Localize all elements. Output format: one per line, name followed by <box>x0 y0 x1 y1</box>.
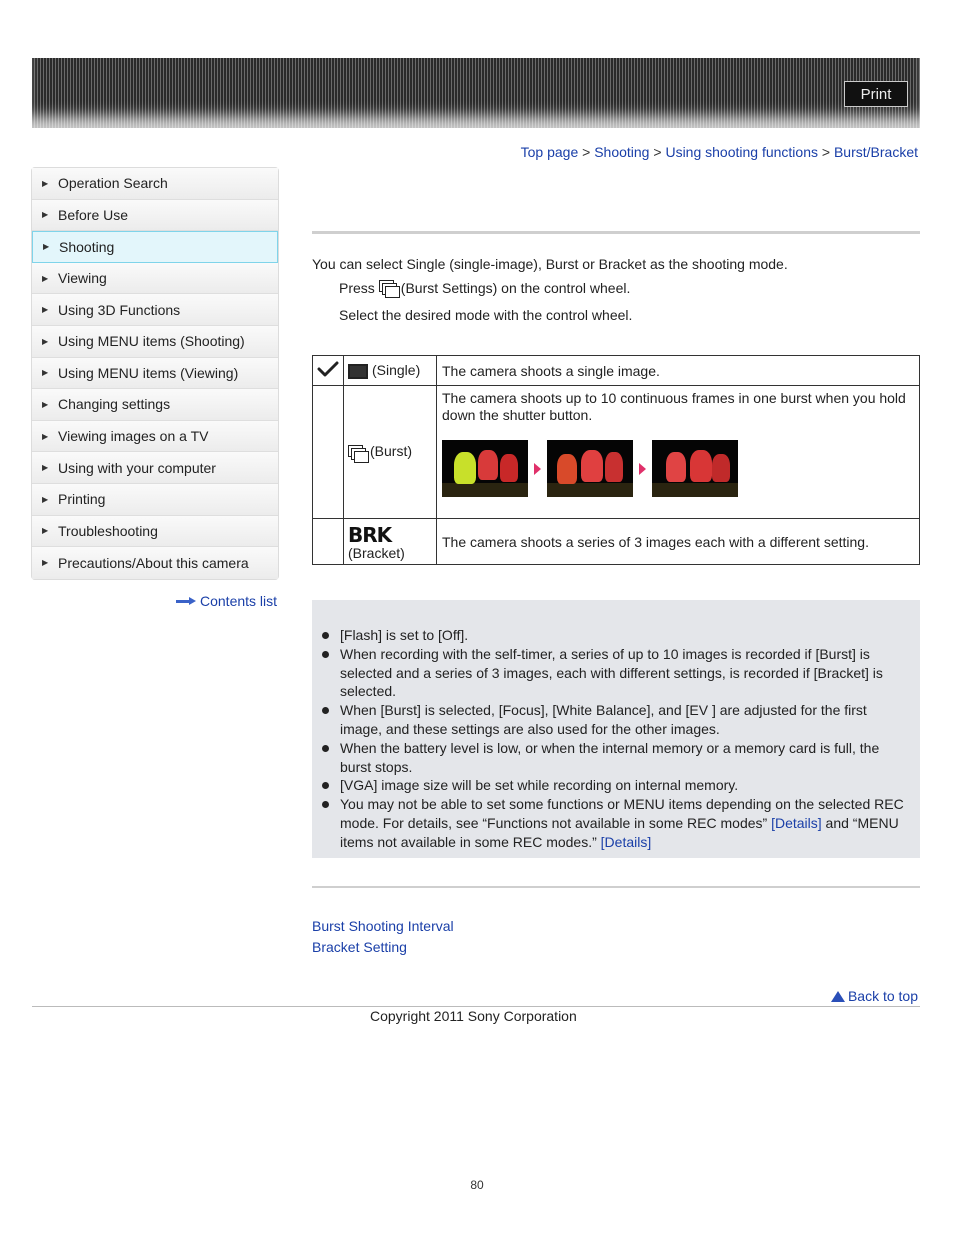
sidebar-item-label: Viewing <box>58 270 107 287</box>
arrow-right-icon: ▶ <box>42 526 49 536</box>
sidebar-item-troubleshooting[interactable] <box>32 516 278 548</box>
burst-frame-image <box>547 440 633 497</box>
mode-label: (Bracket) <box>348 544 405 561</box>
sidebar-item-label: Operation Search <box>58 175 168 192</box>
sidebar-item-label: Using 3D Functions <box>58 301 181 318</box>
arrow-right-icon: ▶ <box>43 242 50 252</box>
related-link-bracket-setting[interactable]: Bracket Setting <box>312 939 407 955</box>
divider <box>312 886 920 888</box>
sidebar-item-label: Precautions/About this camera <box>58 554 249 571</box>
sidebar-item-printing[interactable] <box>32 484 278 516</box>
step-2-text: Select the desired mode with the control wheel. <box>339 307 633 323</box>
arrow-right-icon: ▶ <box>42 494 49 504</box>
mode-cell <box>344 519 437 565</box>
burst-icon <box>348 445 368 461</box>
arrow-right-icon: ▶ <box>42 273 49 283</box>
bracket-icon: BRK <box>348 522 392 547</box>
arrow-right-icon <box>639 463 646 475</box>
arrow-up-icon <box>831 991 845 1002</box>
burst-example-images <box>442 440 913 497</box>
sidebar-item-shooting[interactable] <box>32 231 278 263</box>
sidebar-item-label: Shooting <box>59 238 115 255</box>
list-item: [VGA] image size will be set while recording on internal memory. <box>322 776 912 795</box>
arrow-right-icon: ▶ <box>42 210 49 220</box>
list-item: When [Burst] is selected, [Focus], [White Balance], and [EV ] are adjusted for the first image, and these settings are also used for the other images. <box>322 701 912 739</box>
arrow-right-icon: ▶ <box>42 368 49 378</box>
step-1-text: (Burst Settings) on the control wheel. <box>400 280 631 296</box>
arrow-right-icon: ▶ <box>42 558 49 568</box>
sidebar-item-label: Before Use <box>58 206 129 223</box>
arrow-right-icon: ▶ <box>42 336 49 346</box>
table-row <box>313 519 920 565</box>
sidebar-item-label: Using MENU items (Shooting) <box>58 333 245 350</box>
back-to-top-link[interactable] <box>831 988 918 1004</box>
sidebar-item-menu-shooting[interactable] <box>32 326 278 358</box>
mode-description: The camera shoots a single image. <box>437 356 920 386</box>
sidebar-item-tv[interactable] <box>32 421 278 453</box>
arrow-right-icon: ▶ <box>42 305 49 315</box>
table-row <box>313 356 920 386</box>
sidebar-item-menu-viewing[interactable] <box>32 358 278 390</box>
table-row <box>313 386 920 519</box>
burst-frame-image <box>442 440 528 497</box>
mode-cell <box>344 386 437 519</box>
mode-label: (Burst) <box>370 443 412 460</box>
sidebar-item-label: Changing settings <box>58 396 171 413</box>
related-link-burst-interval[interactable]: Burst Shooting Interval <box>312 918 454 934</box>
breadcrumb-burst-bracket[interactable]: Burst/Bracket <box>833 144 918 160</box>
breadcrumb-separator: > <box>649 144 666 160</box>
sidebar-item-label: Viewing images on a TV <box>58 428 209 445</box>
contents-list-label[interactable]: Contents list <box>200 593 278 609</box>
sidebar-item-label: Troubleshooting <box>58 522 158 539</box>
sidebar-item-3d-functions[interactable] <box>32 294 278 326</box>
page-number: 80 <box>470 1178 484 1192</box>
mode-description-cell <box>437 386 920 519</box>
sidebar-item-changing-settings[interactable] <box>32 389 278 421</box>
step-1-text: Press <box>339 280 375 296</box>
notes-list <box>322 626 912 852</box>
breadcrumb-separator: > <box>818 144 834 160</box>
print-button[interactable]: Print <box>844 81 908 107</box>
single-shot-icon <box>348 364 368 379</box>
arrow-right-icon: ▶ <box>42 463 49 473</box>
back-to-top-label[interactable]: Back to top <box>847 988 918 1004</box>
notes-box <box>312 600 920 858</box>
divider <box>312 231 920 234</box>
burst-frame-image <box>652 440 738 497</box>
mode-cell <box>344 356 437 386</box>
sidebar-nav <box>31 167 279 580</box>
mode-label: (Single) <box>372 362 421 379</box>
checkmark-icon <box>317 361 339 377</box>
list-item <box>322 795 912 851</box>
breadcrumb-top-page[interactable]: Top page <box>520 144 579 160</box>
arrow-right-icon <box>534 463 541 475</box>
sidebar-item-computer[interactable] <box>32 452 278 484</box>
copyright: Copyright 2011 Sony Corporation <box>370 1008 577 1024</box>
page-header-banner <box>32 58 920 128</box>
sidebar-item-label: Using MENU items (Viewing) <box>58 364 239 381</box>
breadcrumb <box>521 144 918 160</box>
arrow-right-icon: ▶ <box>42 178 49 188</box>
breadcrumb-separator: > <box>578 144 595 160</box>
sidebar-item-viewing[interactable] <box>32 263 278 295</box>
list-item: When the battery level is low, or when the internal memory or a memory card is full, the burst stops. <box>322 739 912 777</box>
breadcrumb-using-shooting-functions[interactable]: Using shooting functions <box>665 144 818 160</box>
contents-list-link[interactable] <box>176 593 277 609</box>
arrow-right-icon: ▶ <box>42 399 49 409</box>
arrow-right-icon <box>176 597 196 605</box>
details-link[interactable]: [Details] <box>771 814 822 831</box>
note-text: You may not be able to set some functions or MENU items depending on the selected REC mode. For details, see “Functions not available in some REC modes” <box>340 796 904 831</box>
sidebar-item-label: Printing <box>58 491 106 508</box>
intro-text: You can select Single (single-image), Burst or Bracket as the shooting mode. <box>312 256 788 272</box>
breadcrumb-shooting[interactable]: Shooting <box>594 144 650 160</box>
sidebar-item-label: Using with your computer <box>58 459 216 476</box>
mode-description: The camera shoots up to 10 continuous frames in one burst when you hold down the shutter button. <box>442 390 906 423</box>
sidebar-item-operation-search[interactable] <box>32 168 278 200</box>
burst-icon <box>379 280 399 296</box>
list-item: When recording with the self-timer, a series of up to 10 images is recorded if [Burst] is selected and a series of 3 images, each with different settings, is recorded if [Bracket] is selected. <box>322 645 912 701</box>
details-link[interactable]: [Details] <box>600 833 652 850</box>
step-2 <box>339 307 632 323</box>
sidebar-item-precautions[interactable] <box>32 547 278 579</box>
list-item: [Flash] is set to [Off]. <box>322 626 912 645</box>
selected-cell <box>313 356 344 386</box>
step-1 <box>339 280 630 296</box>
sidebar-item-before-use[interactable] <box>32 200 278 232</box>
arrow-right-icon: ▶ <box>42 431 49 441</box>
mode-description: The camera shoots a series of 3 images each with a different setting. <box>437 519 920 565</box>
mode-table <box>312 355 920 565</box>
note-text: and “MENU items not available in some REC modes.” <box>340 814 899 850</box>
divider <box>32 1006 920 1007</box>
